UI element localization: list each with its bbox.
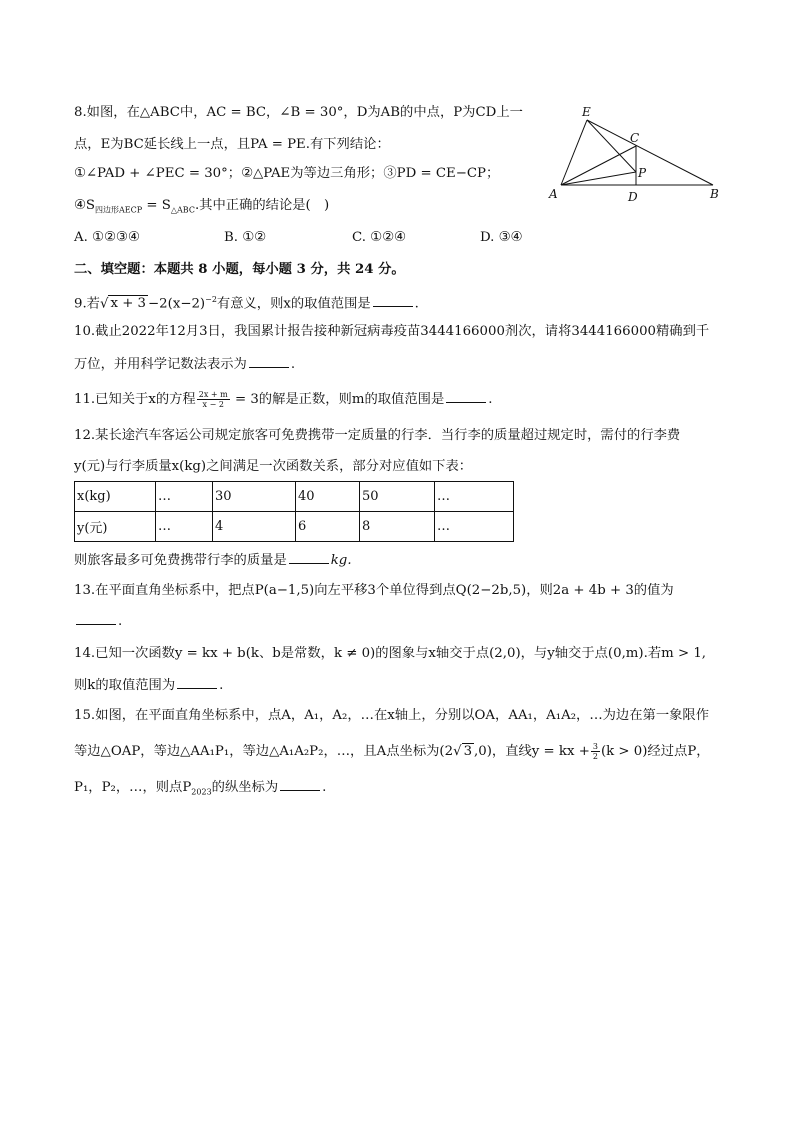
q15-line-3-post: 的纵坐标为	[211, 780, 279, 795]
table-row	[75, 482, 514, 512]
q14-line-1: 14.已知一次函数y = kx + b(k、b是常数，k ≠ 0)的图象与x轴交于点(2,0)，与y轴交于点(0,m).若m > 1,	[74, 646, 707, 661]
q9-pre: 9.若	[74, 296, 100, 312]
q15-denominator: 2	[592, 752, 598, 761]
table-cell: …	[156, 482, 213, 512]
q8-line-4-sub: 四边形AECP	[95, 205, 143, 215]
q11-numerator: 2x + m	[198, 390, 228, 399]
q13-end: .	[118, 614, 123, 629]
q11-end: .	[488, 392, 493, 407]
q8-line-4-post: .其中正确的结论是( )	[194, 198, 330, 213]
q11-fraction	[197, 390, 230, 409]
q9-end: .	[414, 296, 419, 312]
q13-answer-blank[interactable]	[76, 612, 116, 625]
q15-line-2-post: (k > 0)经过点P，	[600, 744, 710, 759]
q11-denominator: x − 2	[202, 400, 224, 409]
segment-eb	[587, 120, 713, 185]
q15-line-2: 等边△OAP，等边△AA₁P₁，等边△A₁A₂P₂，…，且A点坐标为(2√ 3 ,0)，直线y = kx + $\frac{3}{2}$ (k > 0)经过点P，	[74, 742, 710, 761]
table-cell: x(kg)	[75, 482, 156, 512]
q11-pre: 11.已知关于x的方程	[74, 392, 196, 407]
triangle-figure	[540, 102, 730, 208]
q9-radicand: x + 3	[110, 296, 147, 312]
q8-line-1: 8.如图，在△ABC中，AC = BC，∠B = 30°，D为AB的中点，P为CD上一	[74, 105, 523, 120]
q11-post: = 3的解是正数，则m的取值范围是	[230, 392, 445, 407]
q10-line-1: 10.截止2022年12月3日，我国累计报告接种新冠病毒疫苗3444166000剂次，请将3444166000精确到千	[74, 324, 710, 339]
table-cell: 6	[296, 512, 360, 542]
section-2-heading: 二、填空题：本题共 8 小题，每小题 3 分，共 24 分。	[74, 262, 405, 277]
table-cell: …	[435, 482, 514, 512]
q11-answer-blank[interactable]	[446, 390, 486, 403]
table-row	[75, 512, 514, 542]
q15-line-2-pre: 等边△OAP，等边△AA₁P₁，等边△A₁A₂P₂，…，且A点坐标为(2	[74, 744, 454, 759]
q9-line: 9.若√ $x + 3 -2(x-2)^{-2}$有意义，则x的取值范围是 .	[74, 295, 419, 312]
q14-line-2-text: 则k的取值范围为	[74, 678, 176, 693]
label-e: E	[582, 105, 591, 119]
segment-ac	[561, 146, 636, 185]
q12-answer-blank[interactable]	[289, 551, 329, 564]
table-cell: 30	[213, 482, 296, 512]
q9-answer-blank[interactable]	[373, 294, 413, 307]
q14-line-2	[74, 676, 223, 695]
label-b: B	[710, 187, 719, 201]
q15-numerator: 3	[592, 742, 598, 751]
q12-line-1: 12.某长途汽车客运公司规定旅客可免费携带一定质量的行李．当行李的质量超过规定时，需付的行李费	[74, 428, 681, 443]
q9-sup: −2	[205, 295, 217, 304]
q15-line-3-pre: P₁，P₂，…，则点P	[74, 780, 192, 795]
q8-line-4-pre: ④S	[74, 198, 96, 213]
q13-line-2	[74, 612, 122, 631]
q14-answer-blank[interactable]	[177, 676, 217, 689]
table-cell: 4	[213, 512, 296, 542]
q10-end: .	[290, 357, 296, 372]
table-cell: …	[435, 512, 514, 542]
q8-option-b: B. ①②	[224, 230, 267, 245]
table-cell: 8	[360, 512, 435, 542]
q13-line-1: 13.在平面直角坐标系中，把点P(a−1,5)向左平移3个单位得到点Q(2−2b,5)，则2a + 4b + 3的值为	[74, 583, 674, 598]
label-d: D	[628, 190, 638, 204]
q10-line-2	[74, 355, 295, 374]
label-p: P	[638, 166, 647, 180]
label-a: A	[549, 187, 558, 201]
q10-answer-blank[interactable]	[249, 355, 289, 368]
q8-line-4-sub2: △ABC	[170, 205, 195, 215]
q15-radicand: 3	[463, 744, 473, 759]
table-cell: y(元)	[75, 512, 156, 542]
q8-option-c: C. ①②④	[352, 230, 406, 245]
segment-ae	[561, 120, 587, 185]
q15-end: .	[322, 780, 327, 795]
q9-mid: −2(x−2)	[148, 296, 206, 312]
q15-line-3-sub: 2023	[191, 787, 212, 797]
table-cell: 40	[296, 482, 360, 512]
segment-ep	[587, 120, 636, 172]
q8-option-d: D. ③④	[480, 230, 523, 245]
q8-line-2: 点，E为BC延长线上一点，且PA = PE.有下列结论：	[74, 137, 390, 152]
q15-answer-blank[interactable]	[280, 778, 320, 791]
q12-line-2: y(元)与行李质量x(kg)之间满足一次函数关系，部分对应值如下表：	[74, 459, 473, 474]
q10-line-2-text: 万位，并用科学记数法表示为	[74, 357, 247, 372]
q15-fraction	[591, 742, 600, 761]
label-c: C	[630, 131, 640, 145]
q8-line-4	[74, 197, 329, 220]
q15-line-2-mid: ,0)，直线y = kx +	[474, 744, 590, 759]
q14-end: .	[219, 678, 224, 693]
table-cell: 50	[360, 482, 435, 512]
table-cell: …	[156, 512, 213, 542]
segment-ap	[561, 172, 636, 185]
q15-line-3	[74, 778, 326, 802]
q11-line	[74, 390, 492, 409]
q12-unit: kg.	[330, 553, 352, 568]
q8-line-3: ①∠PAD + ∠PEC = 30°；②△PAE为等边三角形；③PD = CE−CP；	[74, 166, 500, 181]
q12-line-3-text: 则旅客最多可免费携带行李的质量是	[74, 553, 287, 568]
q12-line-3	[74, 551, 352, 570]
q9-post: 有意义，则x的取值范围是	[216, 296, 371, 312]
q15-line-1: 15.如图，在平面直角坐标系中，点A，A₁，A₂，…在x轴上，分别以OA，AA₁，A₁A₂，…为边在第一象限作	[74, 708, 710, 723]
q12-value-table	[74, 481, 514, 542]
q8-line-4-mid: = S	[142, 198, 171, 213]
q8-option-a: A. ①②③④	[74, 230, 140, 245]
